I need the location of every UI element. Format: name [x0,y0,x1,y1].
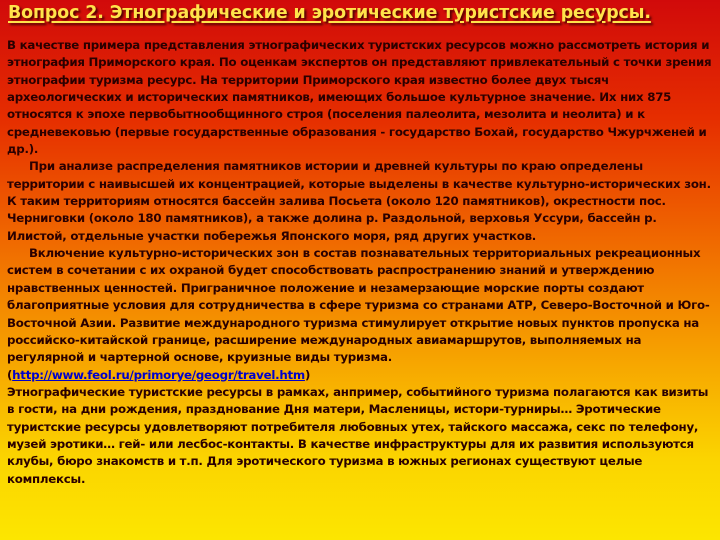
paragraph-monument-analysis-text: При анализе распределения памятников истории и древней культуры по краю определены территории с наивысшей их концентрацией, которые выделены в качестве культурно-исторических зон. К таким территориям относятся бассейн залива Посьета (около 120 памятников), окрестности пос. Черниговки (около 180 памятников), а также долина р. Раздольной, верховья Уссури, бассейн р. Илистой, отдельные участки побережья Японского моря, ряд других участков. [7,159,711,243]
paragraph-cultural-zones [7,245,713,366]
paragraph-event-and-erotic-resources: Этнографические туристские ресурсы в рамках, анпример, событийного туризма полагаются как визиты в гости, на дни рождения, празднование Дня матери, Масленицы, истори-турниры… Эротические туристские ресурсы удовлетворяют потребителя любовных утех, тайского массажа, секс по телефону, музей эротики… гей- или лесбос-контакты. В качестве инфраструктуры для их развития используются клубы, бюро знакомств и т.п. Для эротического туризма в южных регионах существуют целые комплексы. [7,384,709,486]
source-close-paren: ) [304,367,311,382]
source-link[interactable]: http://www.feol.ru/primorye/geogr/travel.htm [12,367,305,382]
source-open-paren: ( [7,367,13,382]
paragraph-cultural-zones-text: Включение культурно-исторических зон в состав познавательных территориальных рекреационных систем в сочетании с их охраной будет способствовать распространению знаний и утверждению нравственных ценностей. Приграничное положение и незамерзающие морские порты создают благоприятные условия для сотрудничества в сфере туризма со странами АТР, Северо-Восточной и Юго-Восточной Азии. Развитие международного туризма стимулирует открытие новых пунктов пропуска на российско-китайской границе, расширение международных авиамаршрутов, выполняемых на регулярной и чартерной основе, круизные виды туризма. [7,246,710,365]
slide-body-text [7,37,713,488]
paragraph-monument-analysis [7,158,713,245]
paragraph-ethnography-example: В качестве примера представления этнографических туристских ресурсов можно рассмотреть история и этнография Приморского края. По оценкам экспертов он представляют привлекательный с точки зрения этнографии туризма ресурс. На территории Приморского края известно более двух тысяч археологических и исторических памятников, имеющих большое культурное значение. Их них 875 относятся к эпохе первобытнообщинного строя (поселения палеолита, мезолита и неолита) и к средневековью (первые государственные образования - государство Бохай, государство Чжурчженей и др.). [7,38,712,157]
page-title: Вопрос 2. Этнографические и эротические туристские ресурсы. [8,3,651,23]
source-reference [7,367,713,384]
